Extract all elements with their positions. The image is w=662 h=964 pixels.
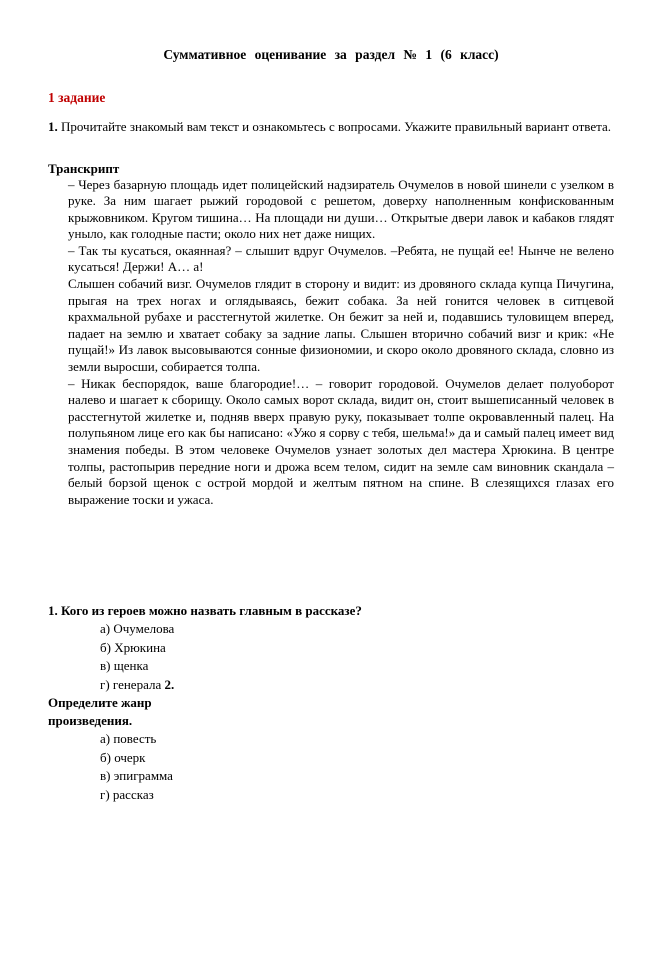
task-1-heading: 1 задание [48,90,106,105]
question-2-text-line-2: произведения. [48,713,133,729]
question-2-option-a: а) повесть [100,731,157,747]
question-2-number: 2. [164,676,175,692]
question-1-text: 1. Кого из героев можно назвать главным в рассказе? [48,603,362,619]
question-2-option-b: б) очерк [100,749,146,765]
transcript-paragraph-4: – Никак беспорядок, ваше благородие!… – говорит городовой. Очумелов делает полуоборот налево и шагает к сборищу. Около самых ворот склада, видит он, стоит вышеписанный человек в расстегнутой жилетке и, подняв вверх правую руку, показывает толпе окровавленный палец. На полупьяном лице его как бы написано: «Ужо я сорву с тебя, шельма!» да и самый палец имеет вид знамения победы. В этом человеке Очумелов узнает золотых дел мастера Хрюкина. В центре толпы, растопырив передние ноги и дрожа всем телом, сидит на земле сам виновник скандала – белый борзой щенок с острой мордой и желтым пятном на спине. В слезящихся глазах его выражение тоски и ужаса. [68,375,614,507]
document-title: Суммативное оценивание за раздел № 1 (6 класс) [163,47,499,62]
instruction-text: Прочитайте знакомый вам текст и ознакомьтесь с вопросами. Укажите правильный вариант ответа. [61,119,611,134]
question-1-option-a: а) Очумелова [100,621,175,637]
question-1-option-d [100,676,614,695]
question-1-option-c: в) щенка [100,658,149,674]
transcript-block [68,177,614,509]
question-1-options [100,620,614,694]
question-2-options [100,730,614,804]
questions-section [48,602,614,804]
instruction-paragraph [48,119,614,136]
transcript-label: Транскрипт [48,160,120,176]
question-2-option-d: г) рассказ [100,786,154,802]
instruction-number: 1. [48,119,58,134]
question-2-option-c: в) эпиграмма [100,768,173,784]
transcript-paragraph-1: – Через базарную площадь идет полицейский надзиратель Очумелов в новой шинели с узелком в руке. За ним шагает рыжий городовой с решетом, доверху наполненным конфискованным крыжовником. Кругом тишина… На площади ни души… Открытые двери лавок и кабаков глядят уныло, как голодные пасти; около них нет даже нищих. [68,176,614,242]
question-2-text-line-1: Определите жанр [48,695,152,711]
question-1-option-b: б) Хрюкина [100,639,166,655]
transcript-paragraph-2: – Так ты кусаться, окаянная? – слышит вдруг Очумелов. –Ребята, не пущай ее! Нынче не велено кусаться! Держи! А… а! [68,242,614,275]
question-1-option-d-text: г) генерала [100,676,162,692]
transcript-paragraph-3: Слышен собачий визг. Очумелов глядит в сторону и видит: из дровяного склада купца Пичугина, прыгая на трех ногах и оглядываясь, бежит собака. За ней гонится человек в ситцевой крахмальной рубахе и расстегнутой жилетке. Он бежит за ней и, подавшись туловищем вперед, падает на землю и хватает собаку за задние лапы. Слышен вторично собачий визг и крик: «Не пущай!» Из лавок высовываются сонные физиономии, и скоро около дровяного склада, словно из земли выросши, собирается толпа. [68,276,614,375]
